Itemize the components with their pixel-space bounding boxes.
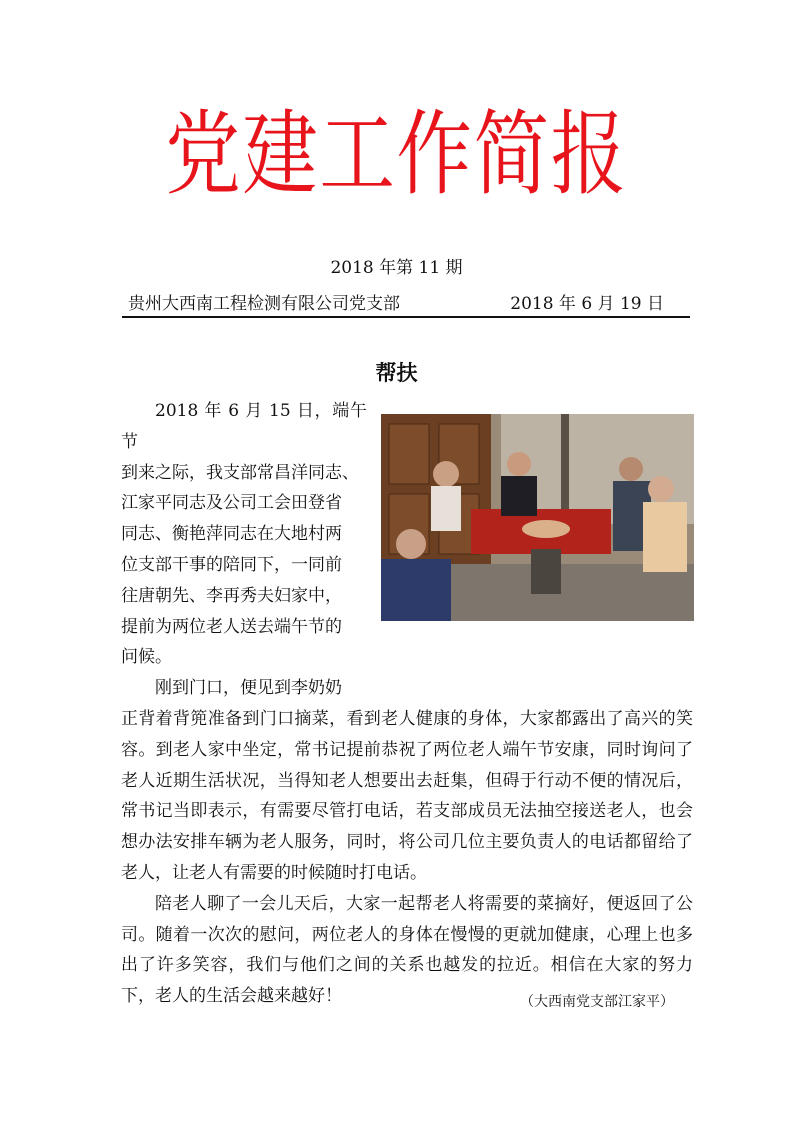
header-rule xyxy=(122,316,690,318)
p1-line-2: 到来之际，我支部常昌洋同志、 xyxy=(121,462,359,483)
paragraph-2-rest: 正背着背篼准备到门口摘菜，看到老人健康的身体，大家都露出了高兴的笑容。到老人家中坐定，常书记提前恭祝了两位老人端午节安康，同时询问了老人近期生活状况，当得知老人想要出去赶集，但碍于行动不便的情况后，常书记当即表示，有需要尽管打电话，若支部成员无法抽空接送老人，也会想办法安排车辆为老人服务，同时，将公司几位主要负责人的电话都留给了老人，让老人有需要的时候随时打电话。 xyxy=(121,708,693,883)
article-title: 帮扶 xyxy=(375,360,418,385)
issue-date: 2018 年 6 月 19 日 xyxy=(510,294,664,314)
p1-line-3: 江家平同志及公司工会田登省 xyxy=(121,493,342,514)
org-date-line xyxy=(128,289,664,314)
article-signature: （大西南党支部江家平） xyxy=(520,994,674,1010)
p1-line-4: 同志、衡艳萍同志在大地村两 xyxy=(121,524,342,545)
article-body xyxy=(121,396,693,1012)
p1-line-8: 问候。 xyxy=(121,647,172,668)
org-name: 贵州大西南工程检测有限公司党支部 xyxy=(128,294,400,314)
issue-number: 2018 年第 11 期 xyxy=(330,258,463,278)
masthead-title: 党建工作简报 xyxy=(165,101,628,208)
paragraph-3: 陪老人聊了一会儿天后，大家一起帮老人将需要的菜摘好，便返回了公司。随着一次次的慰问，两位老人的身体在慢慢的更就加健康，心理上也多出了许多笑容，我们与他们之间的关系也越发的拉近。相信在大家的努力下，老人的生活会越来越好！ xyxy=(121,893,693,1007)
paragraph-1 xyxy=(121,396,367,704)
p1-line-6: 往唐朝先、李再秀夫妇家中， xyxy=(121,585,342,606)
p1-line-7: 提前为两位老人送去端午节的 xyxy=(121,616,342,637)
p2-first-line: 刚到门口，便见到李奶奶 xyxy=(155,678,342,699)
p1-line-5: 位支部干事的陪同下，一同前 xyxy=(121,554,342,575)
p1-line-1: 2018 年 6 月 15 日，端午节 xyxy=(121,401,367,452)
